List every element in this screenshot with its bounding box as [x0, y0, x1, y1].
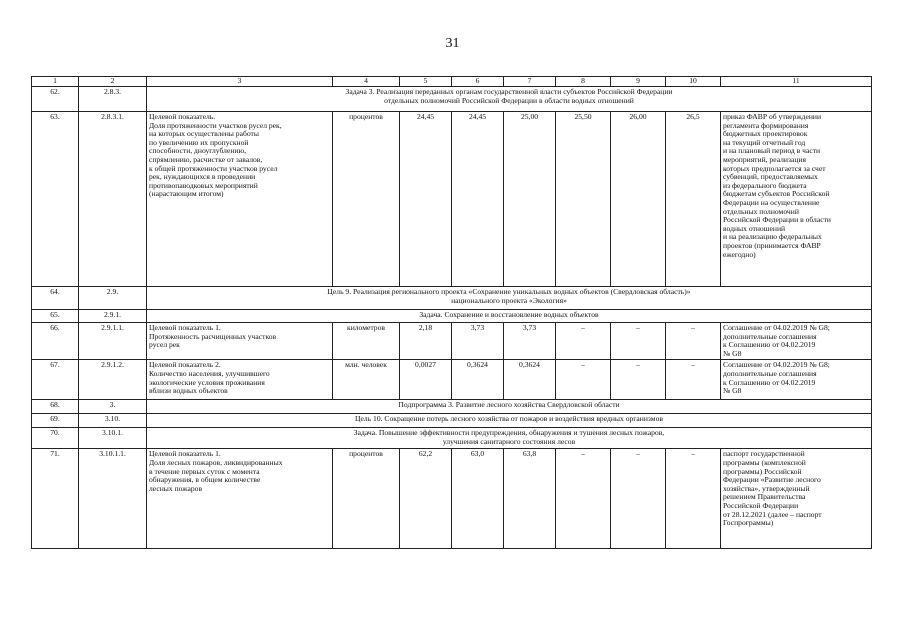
row-number: 63. — [32, 112, 79, 287]
section-title: Задача. Сохранение и восстановление водных объектов — [147, 310, 872, 323]
value-cell: 26,5 — [666, 112, 721, 287]
indicator-name: Целевой показатель 1. Доля лесных пожаров, ликвидированных в течение первых суток с момента обнаружения, в общем количестве лесных пожаров — [147, 449, 333, 549]
value-cell: – — [556, 323, 611, 360]
header-cell: 3 — [147, 77, 333, 87]
row-number: 66. — [32, 323, 79, 360]
value-cell: 0,0027 — [400, 360, 452, 400]
row-number: 67. — [32, 360, 79, 400]
section-title: Подпрограмма 3. Развитие лесного хозяйства Свердловской области — [147, 400, 872, 414]
section-title: Задача. Повышение эффективности предупреждения, обнаружения и тушения лесных пожаров, улучшения санитарного состояния лесов — [147, 428, 872, 449]
value-cell: – — [666, 323, 721, 360]
row-code: 2.9.1.2. — [79, 360, 147, 400]
row-number: 70. — [32, 428, 79, 449]
value-cell: 26,00 — [611, 112, 666, 287]
row-code: 2.9.1. — [79, 310, 147, 323]
source-cell: Соглашение от 04.02.2019 № G8; дополнительные соглашения к Соглашению от 04.02.2019 № G8 — [721, 323, 872, 360]
indicator-name: Целевой показатель. Доля протяженности участков русел рек, на которых осуществлены работы по увеличению их пропускной способности, дноуглублению, спрямлению, расчистке от завалов, к общей протяженности участков русел рек, нуждающихся в проведении противопаводковых мероприятий (нарастающим итогом) — [147, 112, 333, 287]
section-row — [32, 87, 872, 112]
header-cell: 9 — [611, 77, 666, 87]
section-title: Цель 10. Сокращение потерь лесного хозяйства от пожаров и воздействия вредных организмов — [147, 414, 872, 428]
value-cell: 63,0 — [452, 449, 504, 549]
indicators-table — [31, 76, 872, 549]
row-code: 2.9.1.1. — [79, 323, 147, 360]
section-row — [32, 414, 872, 428]
row-code: 3.10. — [79, 414, 147, 428]
header-row — [32, 77, 872, 87]
row-code: 2.9. — [79, 287, 147, 310]
value-cell: – — [666, 360, 721, 400]
value-cell: – — [666, 449, 721, 549]
header-cell: 5 — [400, 77, 452, 87]
row-number: 64. — [32, 287, 79, 310]
value-cell: 62,2 — [400, 449, 452, 549]
header-cell: 1 — [32, 77, 79, 87]
section-row — [32, 400, 872, 414]
value-cell: 3,73 — [504, 323, 556, 360]
header-cell: 11 — [721, 77, 872, 87]
value-cell: – — [556, 449, 611, 549]
header-cell: 2 — [79, 77, 147, 87]
unit-cell: километров — [333, 323, 400, 360]
value-cell: 24,45 — [400, 112, 452, 287]
section-title: Цель 9. Реализация регионального проекта «Сохранение уникальных водных объектов (Свердловская область)» национального проекта «Экология» — [147, 287, 872, 310]
value-cell: – — [556, 360, 611, 400]
header-cell: 4 — [333, 77, 400, 87]
indicator-name: Целевой показатель 2. Количество населения, улучшившего экологические условия проживания вблизи водных объектов — [147, 360, 333, 400]
header-cell: 6 — [452, 77, 504, 87]
indicator-row — [32, 323, 872, 360]
section-row — [32, 428, 872, 449]
value-cell: 25,00 — [504, 112, 556, 287]
source-cell: приказ ФАВР об утверждении регламента формирования бюджетных проектировок на текущий отчетный год и на плановый период в части мероприятий, реализация которых предполагается за счет субвенций, предоставляемых из федерального бюджета бюджетам субъектов Российской Федерации на осуществление отдельных полномочий Российской Федерации в области водных отношений и на реализацию федеральных проектов (принимается ФАВР ежегодно) — [721, 112, 872, 287]
value-cell: 3,73 — [452, 323, 504, 360]
header-cell: 7 — [504, 77, 556, 87]
section-row — [32, 287, 872, 310]
value-cell: – — [611, 449, 666, 549]
value-cell: – — [611, 323, 666, 360]
indicator-row — [32, 449, 872, 549]
row-number: 71. — [32, 449, 79, 549]
indicator-row — [32, 112, 872, 287]
value-cell: 0,3624 — [504, 360, 556, 400]
row-code: 2.8.3.1. — [79, 112, 147, 287]
value-cell: 24,45 — [452, 112, 504, 287]
indicator-row — [32, 360, 872, 400]
header-cell: 10 — [666, 77, 721, 87]
value-cell: 63,8 — [504, 449, 556, 549]
row-code: 3.10.1.1. — [79, 449, 147, 549]
header-cell: 8 — [556, 77, 611, 87]
source-cell: Соглашение от 04.02.2019 № G8; дополнительные соглашения к Соглашению от 04.02.2019 № G8 — [721, 360, 872, 400]
unit-cell: процентов — [333, 449, 400, 549]
value-cell: 0,3624 — [452, 360, 504, 400]
unit-cell: процентов — [333, 112, 400, 287]
page-number: 31 — [445, 36, 460, 51]
source-cell: паспорт государственной программы (комплексной программы) Российской Федерации «Развитие лесного хозяйства», утвержденный решением Правительства Российской Федерации от 28.12.2021 (далее – паспорт Госпрограммы) — [721, 449, 872, 549]
value-cell: 2,18 — [400, 323, 452, 360]
section-row — [32, 310, 872, 323]
section-title: Задача 3. Реализация переданных органам государственной власти субъектов Российской Федерации отдельных полномочий Российской Федерации в области водных отношений — [147, 87, 872, 112]
row-number: 69. — [32, 414, 79, 428]
indicator-name: Целевой показатель 1. Протяженность расчищенных участков русел рек — [147, 323, 333, 360]
row-number: 62. — [32, 87, 79, 112]
row-code: 2.8.3. — [79, 87, 147, 112]
row-number: 68. — [32, 400, 79, 414]
value-cell: 25,50 — [556, 112, 611, 287]
row-number: 65. — [32, 310, 79, 323]
value-cell: – — [611, 360, 666, 400]
row-code: 3.10.1. — [79, 428, 147, 449]
row-code: 3. — [79, 400, 147, 414]
unit-cell: млн. человек — [333, 360, 400, 400]
